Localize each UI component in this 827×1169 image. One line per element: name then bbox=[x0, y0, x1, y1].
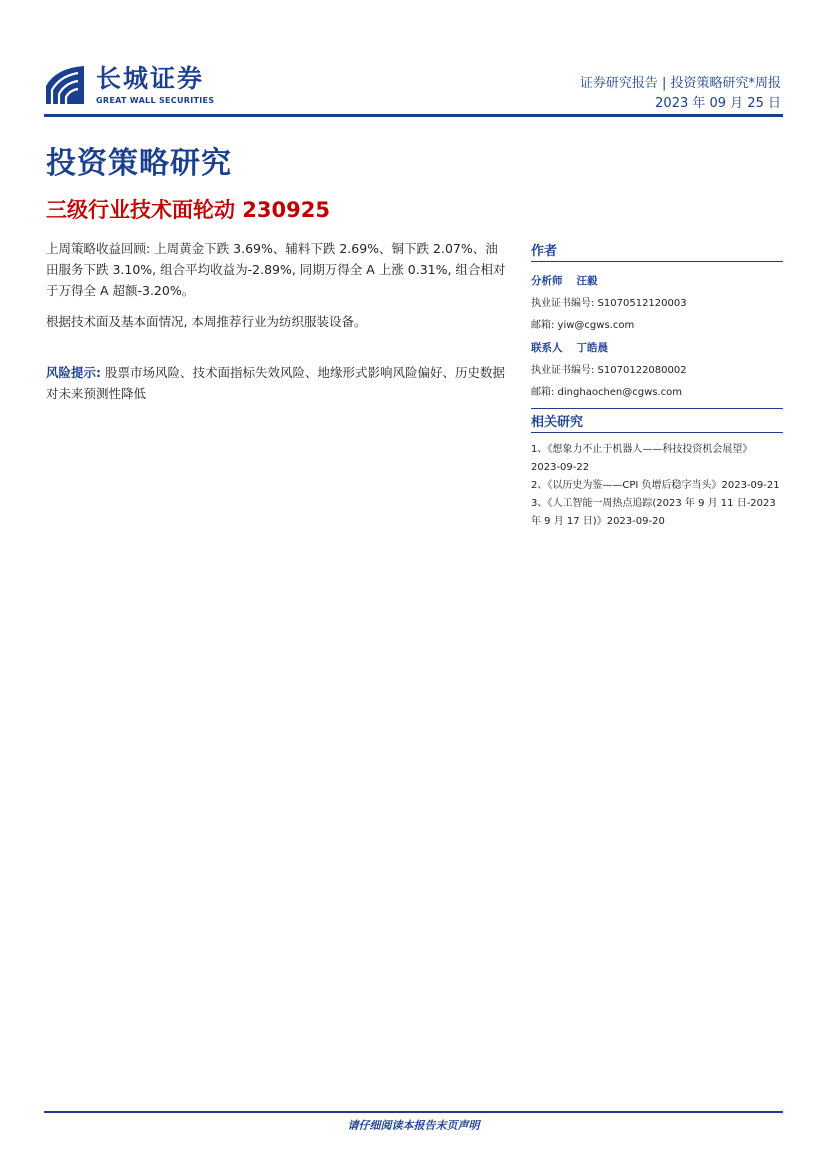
page-title: 投资策略研究 bbox=[46, 146, 232, 181]
report-category: 证券研究报告 | 投资策略研究*周报 bbox=[579, 76, 781, 91]
risk-label: 风险提示: bbox=[46, 365, 101, 380]
analyst-row bbox=[531, 270, 783, 293]
sidebar bbox=[531, 240, 783, 531]
main-content bbox=[46, 238, 510, 414]
analyst-name: 汪毅 bbox=[576, 275, 598, 287]
contact-role: 联系人 bbox=[531, 342, 563, 354]
authors-heading: 作者 bbox=[531, 240, 783, 262]
risk-text: 股票市场风险、技术面指标失效风险、地缘形式影响风险偏好、历史数据对未来预测性降低 bbox=[46, 365, 505, 401]
header-divider bbox=[44, 114, 783, 117]
related-research-heading: 相关研究 bbox=[531, 408, 783, 433]
report-date: 2023 年 09 月 25 日 bbox=[655, 96, 781, 111]
great-wall-logo-icon bbox=[44, 64, 86, 106]
analyst-cert: 执业证书编号: S1070512120003 bbox=[531, 298, 687, 309]
report-subtitle: 三级行业技术面轮动 230925 bbox=[46, 198, 330, 222]
brand-name-en: GREAT WALL SECURITIES bbox=[96, 96, 215, 105]
related-item[interactable]: 2、《以历史为鉴——CPI 负增后稳字当头》2023-09-21 bbox=[531, 480, 780, 491]
contact-cert: 执业证书编号: S1070122080002 bbox=[531, 365, 687, 376]
risk-warning bbox=[46, 362, 510, 404]
brand-name-cn: 长城证券 bbox=[96, 64, 205, 93]
contact-name: 丁皓晨 bbox=[576, 342, 608, 354]
analyst-role: 分析师 bbox=[531, 275, 563, 287]
footer-disclaimer: 请仔细阅读本报告末页声明 bbox=[347, 1119, 480, 1132]
related-item: 年 9 月 17 日)》2023-09-20 bbox=[531, 516, 665, 527]
report-header-info bbox=[580, 74, 781, 114]
brand-logo bbox=[44, 64, 224, 108]
related-item[interactable]: 1、《想象力不止于机器人——科技投资机会展望》 bbox=[531, 444, 753, 455]
contact-row bbox=[531, 337, 783, 360]
performance-review: 上周策略收益回顾: 上周黄金下跌 3.69%、辅料下跌 2.69%、铜下跌 2.07%、油田服务下跌 3.10%, 组合平均收益为-2.89%, 同期万得全 A 上涨 0.31%, 组合相对于万得全 A 超额-3.20%。 bbox=[46, 241, 506, 298]
related-item: 2023-09-22 bbox=[531, 462, 590, 473]
contact-email[interactable]: 邮箱: dinghaochen@cgws.com bbox=[531, 387, 683, 398]
footer-divider bbox=[44, 1111, 783, 1113]
recommendation: 根据技术面及基本面情况, 本周推荐行业为纺织服装设备。 bbox=[46, 314, 367, 329]
related-item[interactable]: 3、《人工智能一周热点追踪(2023 年 9 月 11 日-2023 bbox=[531, 498, 776, 509]
analyst-email[interactable]: 邮箱: yiw@cgws.com bbox=[531, 320, 635, 331]
